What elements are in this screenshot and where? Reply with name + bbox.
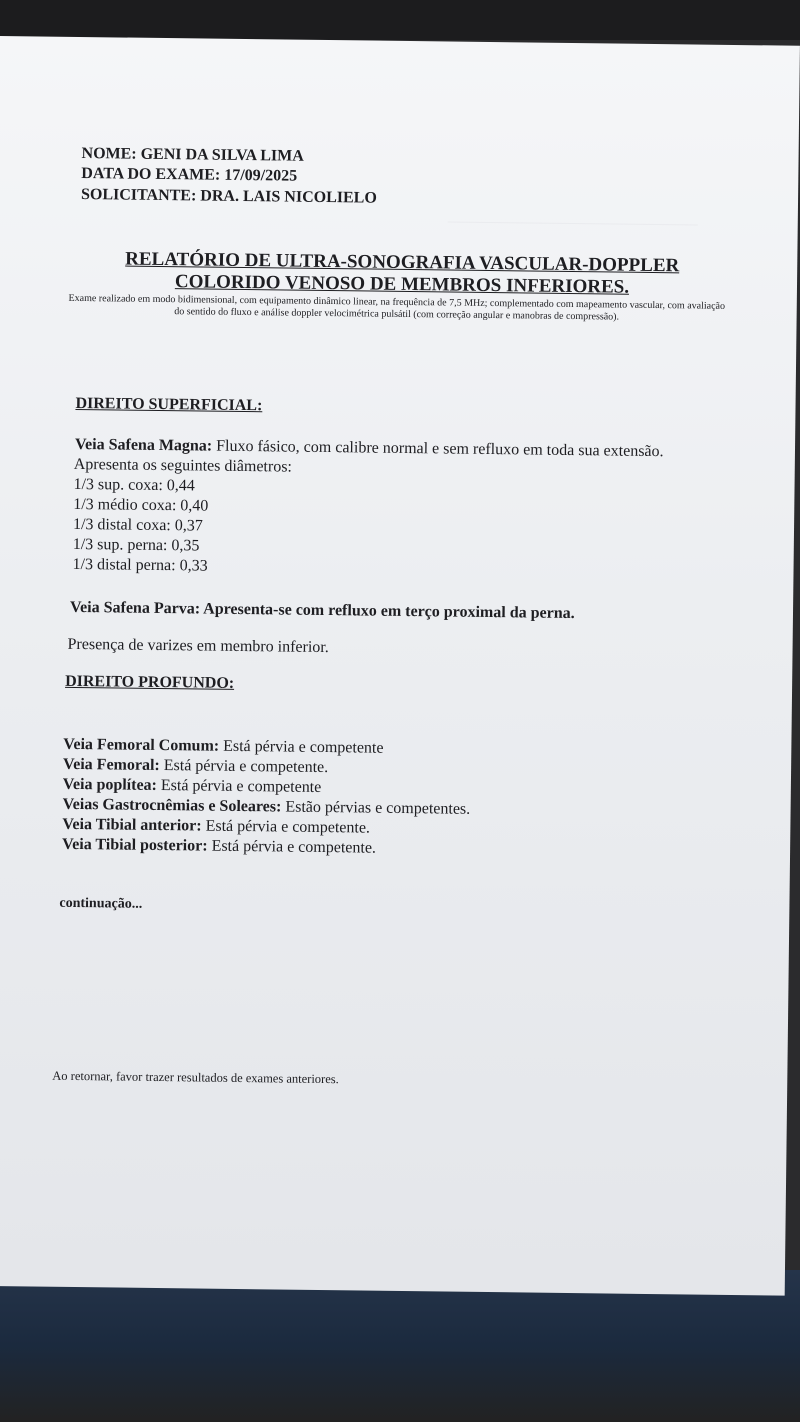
vein-label: Veia Tibial posterior: [62, 835, 208, 855]
safena-magna-label: Veia Safena Magna: [74, 435, 213, 455]
report-title-line-2: COLORIDO VENOSO DE MEMBROS INFERIORES. [174, 271, 630, 298]
deep-heading: DIREITO PROFUNDO: [65, 672, 235, 692]
method-note: Exame realizado em modo bidimensional, com equipamento dinâmico linear, na frequência de 7,5 MHz; complementado com mapeamento vascular, com avaliação do sentido do fluxo e análise doppler velocimétrica pulsátil (com correção angular e manobras de compressão). [68, 292, 726, 323]
vein-status: Está pérvia e competente. [207, 837, 377, 857]
vein-status: Está pérvia e competente [219, 737, 384, 757]
superficial-heading: DIREITO SUPERFICIAL: [75, 394, 263, 415]
report-page [0, 36, 800, 1296]
vein-status: Está pérvia e competente [156, 776, 322, 796]
diameter-item: 1/3 sup. perna: 0,35 [72, 535, 200, 555]
report-title-line-1: RELATÓRIO DE ULTRA-SONOGRAFIA VASCULAR-DOPPLER [125, 248, 680, 277]
background-top [0, 0, 800, 40]
deep-vein-row [62, 835, 376, 859]
safena-magna-text: Fluxo fásico, com calibre normal e sem refluxo em toda sua extensão. [212, 437, 664, 461]
diameter-item: 1/3 sup. coxa: 0,44 [73, 475, 195, 495]
safena-parva-text: Apresenta-se com refluxo em terço proximal da perna. [199, 600, 575, 623]
vein-label: Veia poplítea: [62, 775, 158, 794]
vein-label: Veias Gastrocnêmias e Soleares: [62, 795, 282, 816]
vein-label: Veia Tibial anterior: [62, 815, 202, 835]
vein-status: Está pérvia e competente. [159, 757, 329, 777]
footer-note: Ao retornar, favor trazer resultados de exames anteriores. [52, 1068, 339, 1087]
diameter-item: 1/3 distal perna: 0,33 [72, 555, 208, 575]
exam-date: DATA DO EXAME: 17/09/2025 [81, 165, 298, 185]
varicose-note: Presença de varizes em membro inferior. [67, 635, 329, 657]
diameters-intro: Apresenta os seguintes diâmetros: [73, 455, 293, 476]
diameter-item: 1/3 médio coxa: 0,40 [73, 495, 209, 515]
vein-label: Veia Femoral Comum: [63, 735, 220, 755]
vein-label: Veia Femoral: [63, 755, 160, 775]
safena-parva-finding [70, 598, 575, 625]
patient-name: NOME: GENI DA SILVA LIMA [81, 145, 304, 165]
vein-status: Estão pérvias e competentes. [281, 798, 471, 818]
continuation-note: continuação... [59, 895, 143, 912]
requesting-doctor: SOLICITANTE: DRA. LAIS NICOLIELO [80, 186, 377, 207]
diameter-item: 1/3 distal coxa: 0,37 [72, 515, 203, 535]
vein-status: Está pérvia e competente. [201, 817, 371, 837]
safena-parva-label: Veia Safena Parva: [69, 598, 201, 618]
